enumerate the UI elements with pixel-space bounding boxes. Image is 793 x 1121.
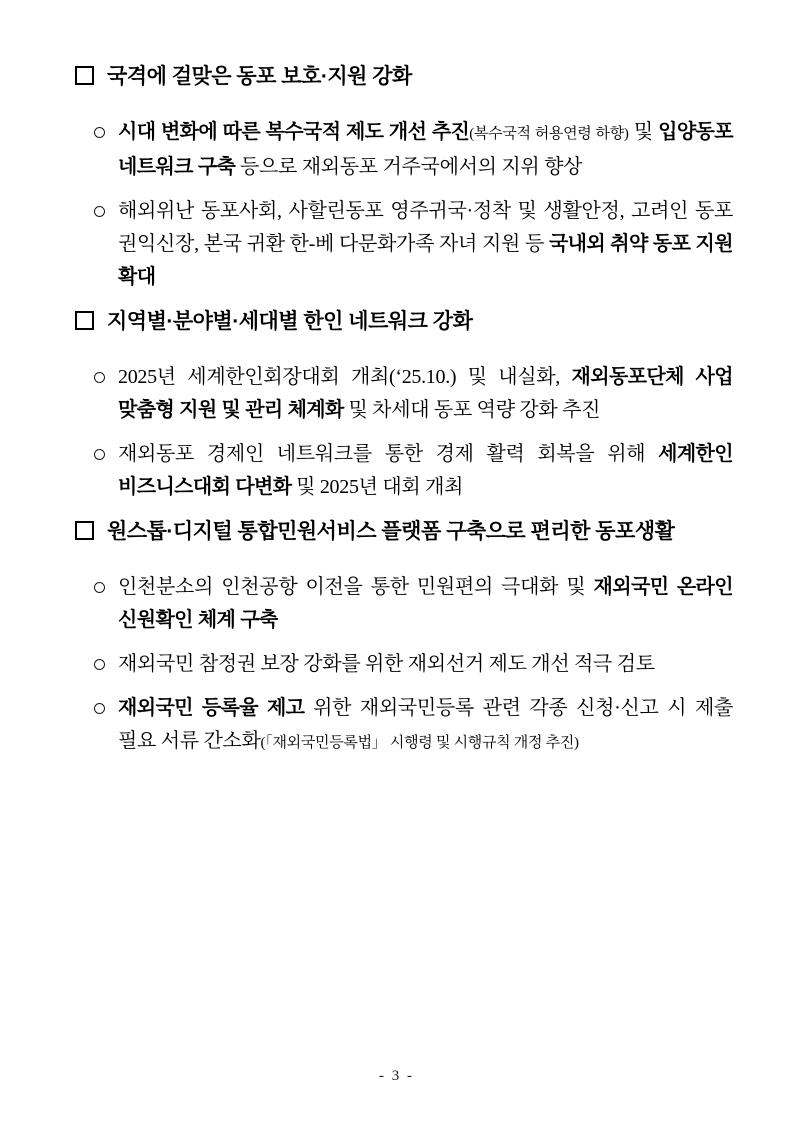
bullet-text — [118, 195, 733, 294]
section-title-text: 국격에 걸맞은 동포 보호·지원 강화 — [107, 65, 412, 88]
bullet-text — [118, 692, 733, 760]
body-text: 해외위난 동포사회, 사할린동포 영주귀국·정착 및 생활안정, 고려인 동포 권익신장, 본국 귀환 한-베 다문화가족 자녀 지원 등 — [118, 200, 733, 255]
emphasis-text: 재외동포단체 사업 맞춤형 지원 및 관리 체계화 — [118, 366, 733, 421]
bullet-item — [94, 648, 733, 681]
parenthetical-text: (「재외국민등록법」 시행령 및 시행규칙 개정 추진) — [260, 735, 579, 751]
bullet-item — [94, 692, 733, 760]
emphasis-text: 국내외 취약 동포 지원 확대 — [118, 233, 733, 288]
body-text: 재외동포 경제인 네트워크를 통한 경제 활력 회복을 위해 — [118, 443, 659, 465]
body-text: 및 2025년 대회 개최 — [291, 476, 464, 498]
bullet-item — [94, 361, 733, 427]
body-text: 및 — [628, 121, 659, 143]
emphasis-text: 입양동포 네트워크 구축 — [118, 121, 733, 178]
section-title — [75, 62, 733, 91]
policy-section — [75, 62, 733, 294]
circle-bullet-icon — [94, 659, 105, 670]
body-text: 및 차세대 동포 역량 강화 추진 — [343, 399, 601, 421]
circle-bullet-icon — [94, 372, 105, 383]
bullet-item — [94, 116, 733, 184]
emphasis-text: 재외국민 온라인 신원확인 체계 구축 — [118, 576, 734, 631]
circle-bullet-icon — [94, 703, 105, 714]
page-number: - 3 - — [379, 1068, 414, 1084]
body-text: 2025년 세계한인회장대회 개최(‘25.10.) 및 내실화, — [118, 366, 572, 388]
section-title — [75, 307, 733, 336]
bullet-item — [94, 438, 733, 504]
emphasis-text: 세계한인 비즈니스대회 다변화 — [118, 443, 733, 498]
body-text: 등으로 재외동포 거주국에서의 지위 향상 — [235, 156, 583, 178]
circle-bullet-icon — [94, 127, 105, 138]
circle-bullet-icon — [94, 582, 105, 593]
white-square-bullet-icon — [75, 521, 94, 540]
section-title — [75, 517, 733, 546]
bullet-text — [118, 648, 733, 681]
policy-section — [75, 307, 733, 504]
document-body — [75, 62, 733, 773]
body-text: 재외국민 참정권 보장 강화를 위한 재외선거 제도 개선 적극 검토 — [118, 653, 655, 675]
emphasis-text: 시대 변화에 따른 복수국적 제도 개선 추진 — [118, 121, 470, 143]
bullet-item — [94, 571, 733, 637]
bullet-text — [118, 571, 733, 637]
body-text: 인천분소의 인천공항 이전을 통한 민원편의 극대화 및 — [118, 576, 594, 598]
section-title-text: 원스톱·디지털 통합민원서비스 플랫폼 구축으로 편리한 동포생활 — [107, 520, 675, 543]
white-square-bullet-icon — [75, 66, 94, 85]
section-bullets — [75, 571, 733, 760]
circle-bullet-icon — [94, 206, 105, 217]
policy-section — [75, 517, 733, 760]
bullet-text — [118, 116, 733, 184]
bullet-item — [94, 195, 733, 294]
parenthetical-text: (복수국적 허용연령 하향) — [469, 126, 629, 142]
circle-bullet-icon — [94, 449, 105, 460]
body-text: 위한 재외국민등록 관련 각종 신청·신고 시 제출 필요 서류 간소화 — [118, 697, 733, 752]
bullet-text — [118, 438, 733, 504]
emphasis-text: 재외국민 등록율 제고 — [118, 697, 305, 719]
section-title-text: 지역별·분야별·세대별 한인 네트워크 강화 — [107, 310, 473, 333]
bullet-text — [118, 361, 733, 427]
section-bullets — [75, 361, 733, 504]
section-bullets — [75, 116, 733, 294]
white-square-bullet-icon — [75, 311, 94, 330]
